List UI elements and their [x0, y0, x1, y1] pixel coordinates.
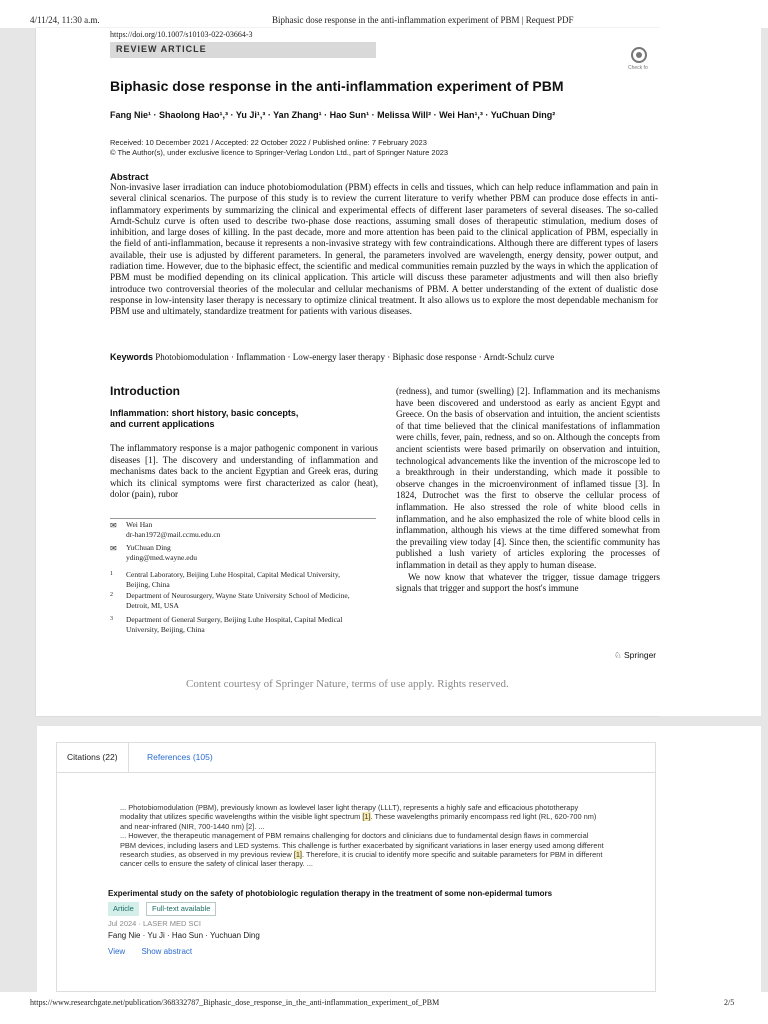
citation-ref-highlight[interactable]: [1]: [362, 812, 371, 822]
subheading-line-2: and current applications: [110, 419, 215, 429]
abstract-body: Non-invasive laser irradiation can induce photobiomodulation (PBM) effects in cells and tissues, which can help reduce inflammation and pain in several clinical scenarios. The purpose of this study is to review the current literature to verify whether PBM can produce dose effects in anti-inflammatory experiments by summarizing the clinical and experimental effects of different laser parameters of several diseases. The so-called Arndt-Schulz curve is often used to describe two-phase dose reactions, assuming small doses of therapeutic stimulation, medium doses of inhibition, and large doses of killing. In the past decade, more and more attention has been paid to the clinical application of PBM, especially in the field of anti-inflammation, because it represents a non-invasive strategy with few contraindications. Although there are different types of lasers available, their use is adjusted by different parameters. In general, the parameters involved are wavelength, energy density, power output, and radiation time. However, due to the biphasic effect, the scientific and medical communities remain puzzled by the ways in which the application of PBM must be modified depending on its clinical application. This article will discuss these parameter adjustments and will then also briefly introduce two controversial theories of the molecular and cellular mechanisms of PBM. A better understanding of the extent of dualistic dose response in low-intensity laser therapy is necessary to optimize clinical treatment. It also allows us to explore the most dependable mechanism for PBM use and ultimately, standardize treatment for patients with various diseases.: [110, 183, 658, 318]
affiliation-text: Central Laboratory, Beijing Luhe Hospital, Capital Medical University, Beijing, China: [126, 570, 340, 589]
keywords-label: Keywords: [110, 352, 154, 362]
affiliation-number: 2: [110, 592, 113, 598]
contact-email[interactable]: yding@med.wayne.edu: [126, 552, 198, 562]
received-dates: Received: 10 December 2021 / Accepted: 22 October 2022 / Published online: 7 February 2023: [110, 138, 427, 147]
citation-ref-highlight[interactable]: [1]: [293, 850, 302, 860]
intro-subheading: [110, 408, 298, 430]
view-link[interactable]: View: [108, 947, 126, 956]
check-updates-icon[interactable]: [628, 46, 654, 72]
paper-page[interactable]: [36, 28, 660, 716]
contact-name: YuChuan Ding: [126, 543, 171, 552]
snippet-text: . These wavelengths primarily encompass red light (RL, 620-700 nm) and near-infrared (NIR, 700-1440 nm) [2]. ...: [120, 812, 597, 831]
citations-tabs: [56, 742, 656, 773]
contact-name: Wei Han: [126, 520, 153, 529]
print-page-number: 2/5: [724, 998, 735, 1007]
paper-dates: [110, 138, 448, 158]
footnote-divider: [110, 518, 376, 519]
viewer-side-strip: [660, 28, 761, 716]
affiliation-1: [110, 570, 360, 589]
doi-link[interactable]: https://doi.org/10.1007/s10103-022-03664-3: [110, 30, 253, 39]
keywords-list: Photobiomodulation · Inflammation · Low-energy laser therapy · Biphasic dose response · Arndt-Schulz curve: [155, 352, 555, 362]
intro-col2-para-2: We now know that whatever the trigger, tissue damage triggers signals that trigger and support the host's immune: [396, 571, 660, 594]
affiliation-3: [110, 615, 360, 634]
snippet-text: ... Photobiomodulation (PBM), previously known as lowlevel laser light therapy (LLLT), represents a highly safe and efficacious phototherapy modality that utilizes specific wavelengths within the visible light spectrum: [120, 803, 579, 822]
citation-actions: [108, 947, 192, 956]
courtesy-notice: Content courtesy of Springer Nature, terms of use apply. Rights reserved.: [186, 678, 509, 690]
intro-column-1: The inflammatory response is a major pathogenic component in various diseases [1]. The discovery and understanding of inflammation and mechanisms dates back to the ancient Egyptian and Greek eras, during which its clinical symptoms were first characterized as calor (heat), dolor (pain), rubor: [110, 443, 378, 500]
snippet-text: ... However, the therapeutic management of PBM remains challenging for doctors and clinicians due to fundamental design flaws in commercial PBM devices, including lasers and LED systems. This challenge is further exacerbated by significant variations in laser energy used among different research studies, as observed in my previous review: [120, 831, 604, 860]
springer-horse-icon: ♘: [614, 650, 622, 660]
envelope-icon: ✉: [110, 521, 117, 530]
affiliation-number: 3: [110, 616, 113, 622]
citing-article-title[interactable]: Experimental study on the safety of photobiologic regulation therapy in the treatment of some non-epidermal tumors: [108, 889, 553, 898]
tab-citations[interactable]: Citations (22): [57, 743, 129, 772]
subheading-line-1: Inflammation: short history, basic concepts,: [110, 408, 299, 418]
affiliation-text: Department of Neurosurgery, Wayne State University School of Medicine, Detroit, MI, USA: [126, 591, 350, 610]
copyright-line: © The Author(s), under exclusive licence to Springer-Verlag London Ltd., part of Springer Nature 2023: [110, 148, 449, 157]
svg-text:Check fo: Check fo: [628, 65, 648, 71]
snippet-paragraph-2: [120, 831, 604, 869]
print-url: https://www.researchgate.net/publication/368332787_Biphasic_dose_response_in_the_anti-inflammation_experiment_of_PBM: [30, 998, 440, 1007]
snippet-paragraph-1: [120, 803, 604, 831]
envelope-icon: ✉: [110, 544, 117, 553]
citing-article-authors[interactable]: [108, 931, 260, 940]
springer-logo: [614, 650, 656, 661]
intro-heading: Introduction: [110, 384, 180, 398]
citation-snippet: [120, 803, 604, 869]
affiliation-2: [110, 591, 360, 610]
publisher-name: Springer: [624, 650, 657, 660]
intro-col2-para-1: (redness), and tumor (swelling) [2]. Inflammation and its mechanisms have been discovered and understood as early as ancient Egypt and Greece. On the basis of observation and intuition, the ancient scientists of that time believed that the clinical manifestations of inflammation were chills, fever, pain, redness, and so on. Although the concepts from ancient scientists were based primarily on observation and intuition, technological advancements like the invention of the microscope led to a breakthrough in their understanding, which made it possible to observe changes in the microenvironment of inflamed tissue [3]. In 1824, Dutrochet was the first to observe the cellular process of inflammation. He also stressed the role of white blood cells in inflammation, and he also emphasized the role of white blood cells in inflammation, although his views at the time differed somewhat from the prevailing view today [4]. Since then, the scientific community has published a lush variety of articles exploring the processes of inflammation in detail as they apply to human disease.: [396, 386, 660, 570]
contact-email[interactable]: dr-han1972@mail.ccmu.edu.cn: [126, 529, 221, 539]
paper-authors: Fang Nie¹ · Shaolong Hao¹,³ · Yu Ji¹,³ · Yan Zhang¹ · Hao Sun¹ · Melissa Will² · Wei Han¹,³ · YuChuan Ding²: [110, 110, 556, 120]
tab-references[interactable]: References (105): [147, 752, 213, 762]
snippet-text: . Therefore, it is crucial to identify more specific and suitable parameters for PBM in different cancer cells to ensure the safety of clinical laser therapy. ...: [120, 850, 603, 869]
article-badge: Article: [108, 902, 139, 916]
article-type: REVIEW ARTICLE: [116, 44, 207, 54]
abstract-heading: Abstract: [110, 172, 149, 183]
intro-column-2: [396, 386, 660, 595]
keywords-line: [110, 352, 658, 362]
authors-text[interactable]: Fang Nie · Yu Ji · Hao Sun · Yuchuan Ding: [108, 931, 260, 940]
contact-yuchuan-ding: [110, 543, 197, 562]
affiliation-text: Department of General Surgery, Beijing Luhe Hospital, Capital Medical University, Beijing, China: [126, 615, 343, 634]
paper-title: Biphasic dose response in the anti-inflammation experiment of PBM: [110, 78, 564, 94]
show-abstract-link[interactable]: Show abstract: [141, 947, 193, 956]
print-datetime: 4/11/24, 11:30 a.m.: [30, 15, 100, 25]
contact-wei-han: [110, 520, 220, 539]
citing-article-meta: Jul 2024 · LASER MED SCI: [108, 919, 201, 928]
affiliation-number: 1: [110, 571, 113, 577]
full-text-badge[interactable]: Full-text available: [146, 902, 216, 916]
print-doc-title: Biphasic dose response in the anti-inflammation experiment of PBM | Request PDF: [272, 15, 574, 25]
